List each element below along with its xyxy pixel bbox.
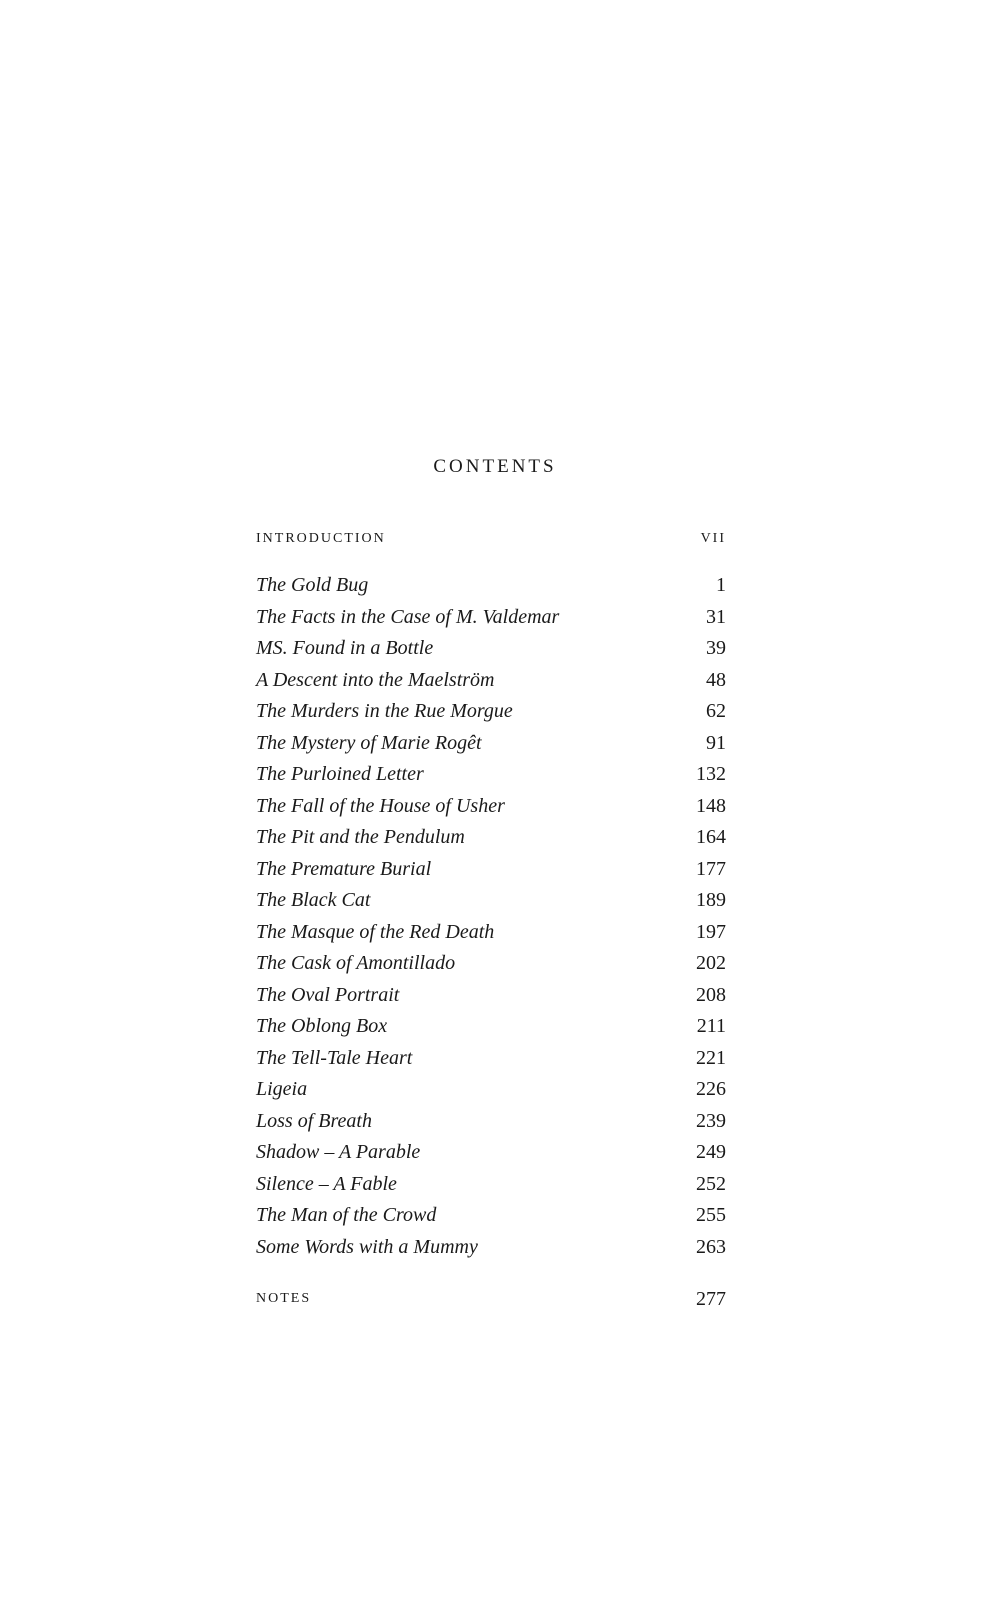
toc-entry-story — [256, 949, 726, 977]
toc-entry-label: The Fall of the House of Usher — [256, 795, 505, 817]
toc-entry-page: 1 — [716, 574, 726, 596]
toc-entry-story — [256, 1012, 726, 1040]
toc-entry-label: The Mystery of Marie Rogêt — [256, 732, 482, 754]
toc-entry-story — [256, 1107, 726, 1135]
toc-entry-label: The Tell-Tale Heart — [256, 1047, 413, 1069]
toc-entry-introduction — [256, 525, 726, 553]
toc-entry-page: 277 — [696, 1288, 726, 1310]
toc-entry-story — [256, 1138, 726, 1166]
toc-entry-label: The Man of the Crowd — [256, 1204, 437, 1226]
toc-entry-label: Ligeia — [256, 1078, 308, 1100]
toc-entry-label: Shadow – A Parable — [256, 1141, 421, 1163]
toc-entry-label: The Facts in the Case of M. Valdemar — [256, 606, 560, 628]
toc-entry-label: A Descent into the Maelström — [256, 669, 495, 691]
toc-entry-page: 252 — [696, 1173, 726, 1195]
toc-entry-page: 177 — [696, 858, 726, 880]
toc-entry-page: 239 — [696, 1110, 726, 1132]
toc-entry-label: Some Words with a Mummy — [256, 1236, 478, 1258]
toc-entry-page: 31 — [706, 606, 726, 628]
toc-entry-page: 226 — [696, 1078, 726, 1100]
toc-entry-story — [256, 603, 726, 631]
toc-entry-label: Loss of Breath — [256, 1110, 372, 1132]
toc-entry-label: INTRODUCTION — [256, 531, 386, 546]
toc-entry-story — [256, 729, 726, 757]
toc-entry-page: 211 — [696, 1015, 726, 1037]
toc-entry-story — [256, 855, 726, 883]
toc-entry-story — [256, 760, 726, 788]
toc-entry-page: 255 — [696, 1204, 726, 1226]
toc-entry-story — [256, 823, 726, 851]
toc-entry-notes — [256, 1285, 726, 1313]
toc-entry-label: The Premature Burial — [256, 858, 432, 880]
toc-entry-page: 197 — [696, 921, 726, 943]
toc-entry-story — [256, 918, 726, 946]
page-title: CONTENTS — [433, 456, 557, 477]
toc-entry-page: 221 — [696, 1047, 726, 1069]
toc-entry-page: VII — [700, 531, 726, 546]
toc-entry-label: The Oval Portrait — [256, 984, 400, 1006]
toc-entry-page: 189 — [696, 889, 726, 911]
toc-entry-page: 91 — [706, 732, 726, 754]
toc-entry-story — [256, 886, 726, 914]
toc-entry-page: 164 — [696, 826, 726, 848]
toc-entry-page: 263 — [696, 1236, 726, 1258]
toc-entry-story — [256, 1075, 726, 1103]
toc-entry-label: The Gold Bug — [256, 574, 369, 596]
toc-entry-label: MS. Found in a Bottle — [256, 637, 434, 659]
toc-entry-label: Silence – A Fable — [256, 1173, 397, 1195]
toc-entry-label: The Oblong Box — [256, 1015, 388, 1037]
toc-entry-story — [256, 1170, 726, 1198]
toc-entry-story — [256, 1201, 726, 1229]
toc-entry-label: The Pit and the Pendulum — [256, 826, 465, 848]
toc-entry-label: NOTES — [256, 1291, 312, 1306]
toc-entry-page: 39 — [706, 637, 726, 659]
toc-entry-page: 48 — [706, 669, 726, 691]
toc-entry-label: The Murders in the Rue Morgue — [256, 700, 513, 722]
toc-entry-page: 208 — [696, 984, 726, 1006]
toc-entry-page: 132 — [696, 763, 726, 785]
toc-entry-label: The Cask of Amontillado — [256, 952, 456, 974]
toc-entry-page: 249 — [696, 1141, 726, 1163]
toc-entry-label: The Black Cat — [256, 889, 371, 911]
toc-entry-story — [256, 981, 726, 1009]
toc-entry-story — [256, 697, 726, 725]
toc-entry-page: 148 — [696, 795, 726, 817]
toc-entry-story — [256, 792, 726, 820]
toc-entry-page: 62 — [706, 700, 726, 722]
toc-entry-label: The Purloined Letter — [256, 763, 424, 785]
toc-entry-story — [256, 1044, 726, 1072]
toc-entry-story — [256, 634, 726, 662]
toc-entry-story — [256, 1233, 726, 1261]
toc-entry-page: 202 — [696, 952, 726, 974]
toc-entry-story — [256, 571, 726, 599]
toc-entry-label: The Masque of the Red Death — [256, 921, 495, 943]
toc-entry-story — [256, 666, 726, 694]
